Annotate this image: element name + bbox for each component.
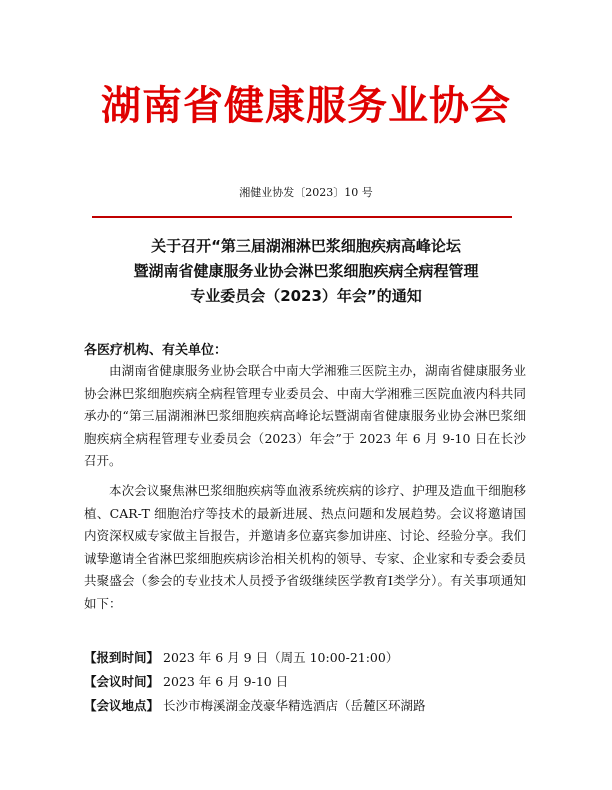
notice-title-line: 专业委员会（2023）年会”的通知 bbox=[190, 287, 422, 305]
organization-letterhead: 湖南省健康服务业协会 bbox=[101, 83, 511, 129]
notice-title-line: 暨湖南省健康服务业协会淋巴浆细胞疾病全病程管理 bbox=[133, 262, 479, 280]
detail-row-meeting-time bbox=[84, 672, 544, 692]
notice-title bbox=[60, 234, 552, 309]
detail-value: 长沙市梅溪湖金茂豪华精选酒店（岳麓区环湖路 bbox=[163, 698, 426, 713]
detail-label: 【报到时间】 bbox=[84, 650, 160, 665]
detail-value: 2023 年 6 月 9 日（周五 10:00-21:00） bbox=[163, 650, 399, 665]
body-paragraph: 本次会议聚焦淋巴浆细胞疾病等血液系统疾病的诊疗、护理及造血干细胞移植、CAR-T 细胞治疗等技术的最新进展、热点问题和发展趋势。会议将邀请国内资深权威专家做主旨报告，并邀请多位嘉宾参加讲座、讨论、经验分享。我们诚挚邀请全省淋巴浆细胞疾病诊治相关机构的领导、专家、企业家和专委会委员共聚盛会（参会的专业技术人员授予省级继续医学教育Ⅰ类学分）。有关事项通知如下： bbox=[84, 483, 526, 611]
detail-label: 【会议时间】 bbox=[84, 674, 160, 689]
salutation: 各医疗机构、有关单位： bbox=[84, 343, 228, 358]
detail-row-checkin-time bbox=[84, 648, 544, 668]
detail-label: 【会议地点】 bbox=[84, 698, 160, 713]
detail-row-meeting-venue bbox=[84, 696, 544, 716]
detail-value: 2023 年 6 月 9-10 日 bbox=[163, 674, 289, 689]
document-number: 湘健业协发〔2023〕10 号 bbox=[239, 186, 373, 199]
letterhead-divider bbox=[92, 216, 512, 218]
notice-title-line: 关于召开“第三届湖湘淋巴浆细胞疾病高峰论坛 bbox=[151, 237, 461, 255]
body-paragraph: 由湖南省健康服务业协会联合中南大学湘雅三医院主办，湖南省健康服务业协会淋巴浆细胞疾病全病程管理专业委员会、中南大学湘雅三医院血液内科共同承办的“第三届湖湘淋巴浆细胞疾病高峰论坛暨湖南省健康服务业协会淋巴浆细胞疾病全病程管理专业委员会（2023）年会”于 2023 年 6 月 9-10 日在长沙召开。 bbox=[84, 363, 526, 469]
